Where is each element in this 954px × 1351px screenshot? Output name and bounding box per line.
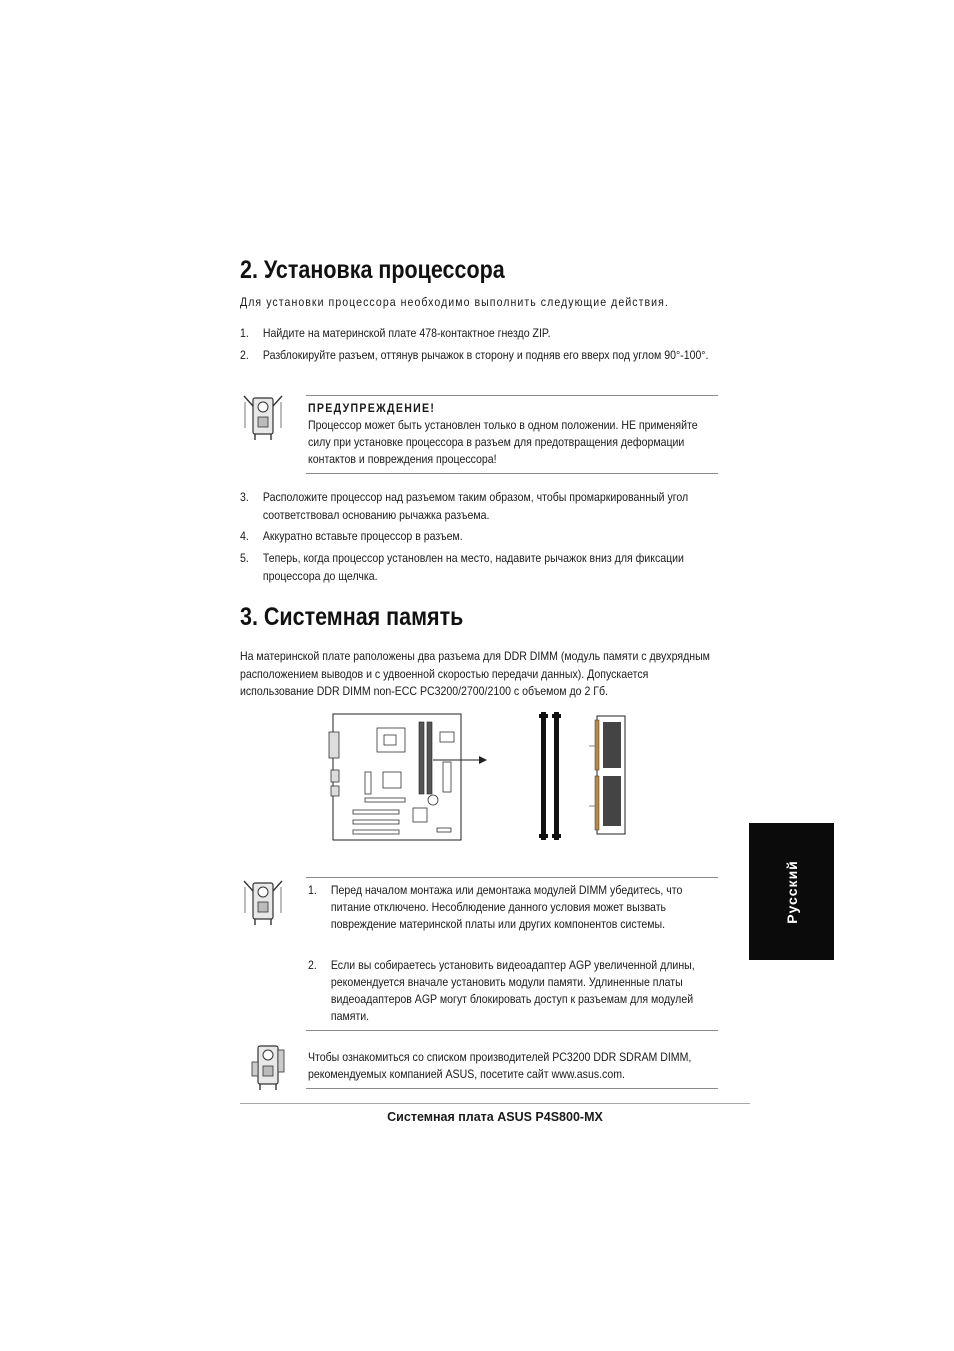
list-item (240, 347, 711, 365)
warning-figure-icon (241, 392, 285, 442)
step-text: Теперь, когда процессор установлен на место, надавите рычажок вниз для фиксации процессора до щелчка. (262, 551, 684, 583)
step-text: Найдите на материнской плате 478-контактное гнездо ZIP. (262, 326, 551, 340)
list-item (240, 528, 711, 546)
note-figure-icon (241, 877, 285, 927)
note-item (308, 882, 708, 933)
list-item (240, 550, 711, 585)
info-bottom-rule (306, 1088, 718, 1089)
section2-intro: Для установки процессора необходимо выполнить следующие действия. (240, 295, 669, 309)
note-number: 1. (308, 883, 317, 897)
notes-top-rule (306, 877, 718, 878)
warning-title: ПРЕДУПРЕЖДЕНИЕ! (308, 401, 436, 415)
notes-bottom-rule (306, 1030, 718, 1031)
section3-title: 3. Системная память (240, 603, 464, 631)
warning-top-rule (306, 395, 718, 396)
step-number: 1. (240, 326, 249, 340)
motherboard-layout-diagram (327, 710, 647, 845)
footer-rule (240, 1103, 750, 1104)
note-item (308, 957, 708, 1025)
list-item (240, 489, 711, 524)
info-figure-icon (246, 1042, 290, 1092)
step-number: 5. (240, 551, 249, 565)
step-text: Расположите процессор над разъемом таким образом, чтобы промаркированный угол соответствовал основанию рычажка разъема. (262, 490, 689, 522)
info-text: Чтобы ознакомиться со списком производителей PC3200 DDR SDRAM DIMM, рекомендуемых компанией ASUS, посетите сайт www.asus.com. (308, 1050, 692, 1081)
section2-title: 2. Установка процессора (240, 256, 505, 284)
step-number: 4. (240, 529, 249, 543)
warning-text: Процессор может быть установлен только в одном положении. НЕ применяйте силу при установке процессора в разъем для предотвращения деформации контактов и повреждения процессора! (308, 418, 698, 466)
step-number: 3. (240, 490, 249, 504)
section3-intro: На материнской плате раположены два разъема для DDR DIMM (модуль памяти с двухрядным расположением выводов и с удвоенной скоростью передачи данных). Допускается использование DDR DIMM non-ECC PC3200/2700/2100 с объемом до 2 Гб. (240, 649, 710, 698)
warning-bottom-rule (306, 473, 718, 474)
step-text: Аккуратно вставьте процессор в разъем. (262, 529, 463, 543)
language-label: Русский (783, 859, 800, 924)
language-side-tab (749, 823, 834, 960)
note-number: 2. (308, 958, 317, 972)
note-text: Перед началом монтажа или демонтажа модулей DIMM убедитесь, что питание отключено. Несоблюдение данного условия может вызвать повреждение материнской платы или других компонентов системы. (330, 883, 683, 931)
note-text: Если вы собираетесь установить видеоадаптер AGP увеличенной длины, рекомендуется вначале установить модули памяти. Удлиненные платы видеоадаптеров AGP могут блокировать доступ к разъемам для модулей памяти. (330, 958, 695, 1023)
step-text: Разблокируйте разъем, оттянув рычажок в сторону и подняв его вверх под углом 90°-100°. (262, 348, 709, 362)
step-number: 2. (240, 348, 249, 362)
page-footer: Системная плата ASUS P4S800-MX (387, 1110, 603, 1124)
list-item (240, 325, 711, 343)
